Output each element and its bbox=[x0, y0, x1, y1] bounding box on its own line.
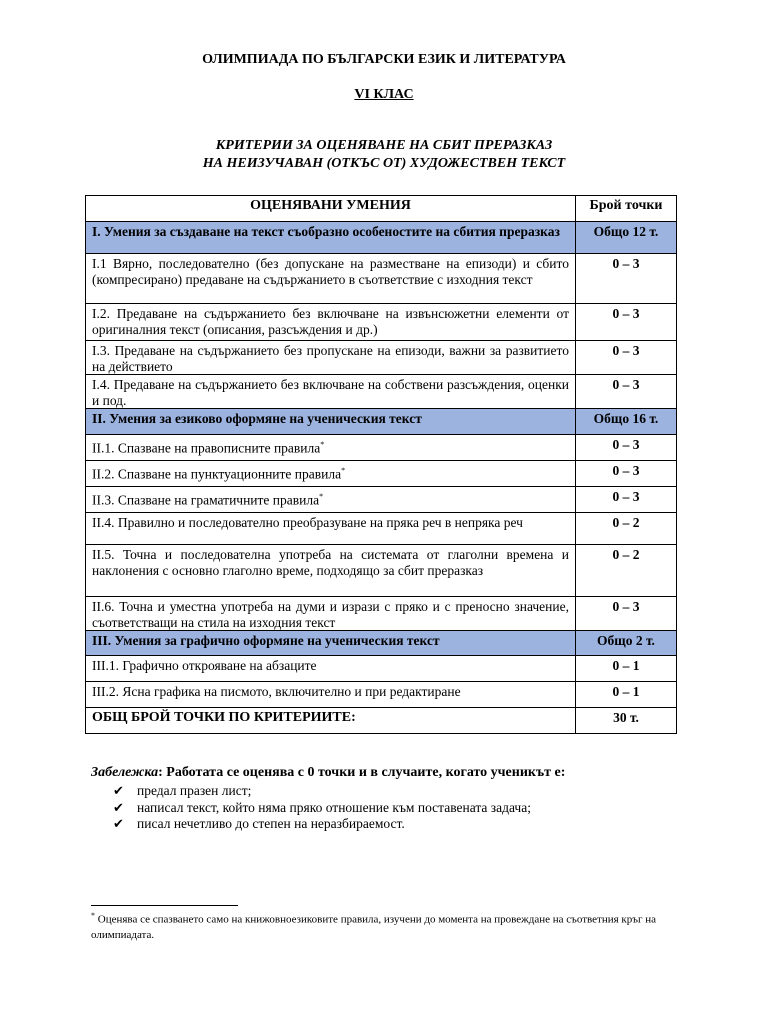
criterion-text: II.3. Спазване на граматичните правила bbox=[92, 492, 320, 508]
note-item-text: писал нечетливо до степен на неразбираемост. bbox=[137, 816, 405, 831]
checkmark-icon: ✔ bbox=[113, 817, 124, 832]
criterion-points: 0 – 1 bbox=[576, 682, 677, 708]
column-header-points: Брой точки bbox=[576, 196, 677, 222]
table-row bbox=[86, 545, 677, 597]
criterion-text: I.1 Вярно, последователно (без допускане на разместване на епизоди) и сбито (компресирано) предаване на съдържанието в съответствие с изходния текст bbox=[86, 254, 576, 304]
table-row bbox=[86, 682, 677, 708]
criterion-text: I.4. Предаване на съдържанието без включване на собствени разсъждения, оценки и под. bbox=[86, 375, 576, 409]
criterion-points: 0 – 1 bbox=[576, 656, 677, 682]
criterion-cell bbox=[86, 461, 576, 487]
total-points: 30 т. bbox=[576, 708, 677, 734]
note bbox=[91, 765, 565, 781]
criterion-points: 0 – 3 bbox=[576, 375, 677, 409]
criterion-points: 0 – 3 bbox=[576, 341, 677, 375]
section-text: II. Умения за езиково оформяне на ученическия текст bbox=[86, 409, 576, 435]
total-row bbox=[86, 708, 677, 734]
table-row bbox=[86, 375, 677, 409]
criterion-points: 0 – 3 bbox=[576, 435, 677, 461]
footnote-text: Оценява се спазването само на книжовноезиковите правила, изучени до момента на провеждане на съответния кръг на олимпиадата. bbox=[91, 913, 656, 941]
criterion-text: III.1. Графично открояване на абзаците bbox=[86, 656, 576, 682]
section-row bbox=[86, 631, 677, 656]
note-item-text: предал празен лист; bbox=[137, 783, 252, 798]
table-row bbox=[86, 341, 677, 375]
criterion-text: II.2. Спазване на пунктуационните правила bbox=[92, 466, 342, 482]
note-item-text: написал текст, който няма пряко отношение към поставената задача; bbox=[137, 800, 531, 815]
criterion-text: II.6. Точна и уместна употреба на думи и изрази с пряко и с преносно значение, съответстващи на стила на изходния текст bbox=[86, 597, 576, 631]
criterion-points: 0 – 3 bbox=[576, 487, 677, 513]
table-row bbox=[86, 304, 677, 341]
table-row bbox=[86, 487, 677, 513]
criterion-points: 0 – 3 bbox=[576, 461, 677, 487]
footnote-marker: * bbox=[341, 466, 346, 475]
criterion-text: I.3. Предаване на съдържанието без пропускане на епизоди, важни за развитието на действието bbox=[86, 341, 576, 375]
criterion-points: 0 – 3 bbox=[576, 597, 677, 631]
document-title: ОЛИМПИАДА ПО БЪЛГАРСКИ ЕЗИК И ЛИТЕРАТУРА bbox=[202, 52, 566, 67]
footnote-separator bbox=[91, 905, 238, 906]
footnote bbox=[91, 908, 671, 943]
note-label: Забележка bbox=[91, 765, 159, 780]
checkmark-icon: ✔ bbox=[113, 801, 124, 816]
criterion-cell bbox=[86, 487, 576, 513]
criterion-points: 0 – 2 bbox=[576, 545, 677, 597]
grade-heading: VI КЛАС bbox=[354, 87, 414, 102]
section-row bbox=[86, 409, 677, 435]
criterion-text: II.5. Точна и последователна употреба на системата от глаголни времена и наклонения с основно глаголно време, подходящо за сбит преразказ bbox=[86, 545, 576, 597]
note-text: : Работата се оценява с 0 точки и в случаите, когато ученикът е: bbox=[158, 765, 566, 780]
table-row bbox=[86, 597, 677, 631]
section-points: Общо 16 т. bbox=[576, 409, 677, 435]
note-item bbox=[113, 800, 531, 816]
section-row bbox=[86, 222, 677, 254]
section-text: III. Умения за графично оформяне на ученическия текст bbox=[86, 631, 576, 656]
table-row bbox=[86, 254, 677, 304]
criteria-table bbox=[85, 195, 677, 734]
criterion-cell bbox=[86, 435, 576, 461]
criterion-text: I.2. Предаване на съдържанието без включване на извънсюжетни елементи от оригиналния текст (описания, разсъждения и др.) bbox=[86, 304, 576, 341]
checkmark-icon: ✔ bbox=[113, 784, 124, 799]
table-row bbox=[86, 461, 677, 487]
criterion-text: II.4. Правилно и последователно преобразуване на пряка реч в непряка реч bbox=[86, 513, 576, 545]
section-points: Общо 12 т. bbox=[576, 222, 677, 254]
table-row bbox=[86, 656, 677, 682]
footnote-marker: * bbox=[319, 492, 324, 501]
criterion-text: II.1. Спазване на правописните правила bbox=[92, 440, 321, 456]
section-points: Общо 2 т. bbox=[576, 631, 677, 656]
note-item bbox=[113, 783, 251, 799]
criterion-points: 0 – 3 bbox=[576, 254, 677, 304]
subtitle-line-2: НА НЕИЗУЧАВАН (ОТКЪС ОТ) ХУДОЖЕСТВЕН ТЕКСТ bbox=[202, 156, 566, 171]
footnote-marker: * bbox=[320, 440, 325, 449]
criterion-points: 0 – 3 bbox=[576, 304, 677, 341]
table-row bbox=[86, 435, 677, 461]
section-text: I. Умения за създаване на текст съобразно особеностите на сбития преразказ bbox=[86, 222, 576, 254]
footnote-mark: * bbox=[91, 911, 95, 920]
note-item bbox=[113, 816, 405, 832]
total-label: ОБЩ БРОЙ ТОЧКИ ПО КРИТЕРИИТЕ: bbox=[86, 708, 576, 734]
criterion-points: 0 – 2 bbox=[576, 513, 677, 545]
subtitle-line-1: КРИТЕРИИ ЗА ОЦЕНЯВАНЕ НА СБИТ ПРЕРАЗКАЗ bbox=[215, 138, 553, 153]
column-header-skills: ОЦЕНЯВАНИ УМЕНИЯ bbox=[86, 196, 576, 222]
criterion-text: III.2. Ясна графика на писмото, включително и при редактиране bbox=[86, 682, 576, 708]
table-row bbox=[86, 513, 677, 545]
